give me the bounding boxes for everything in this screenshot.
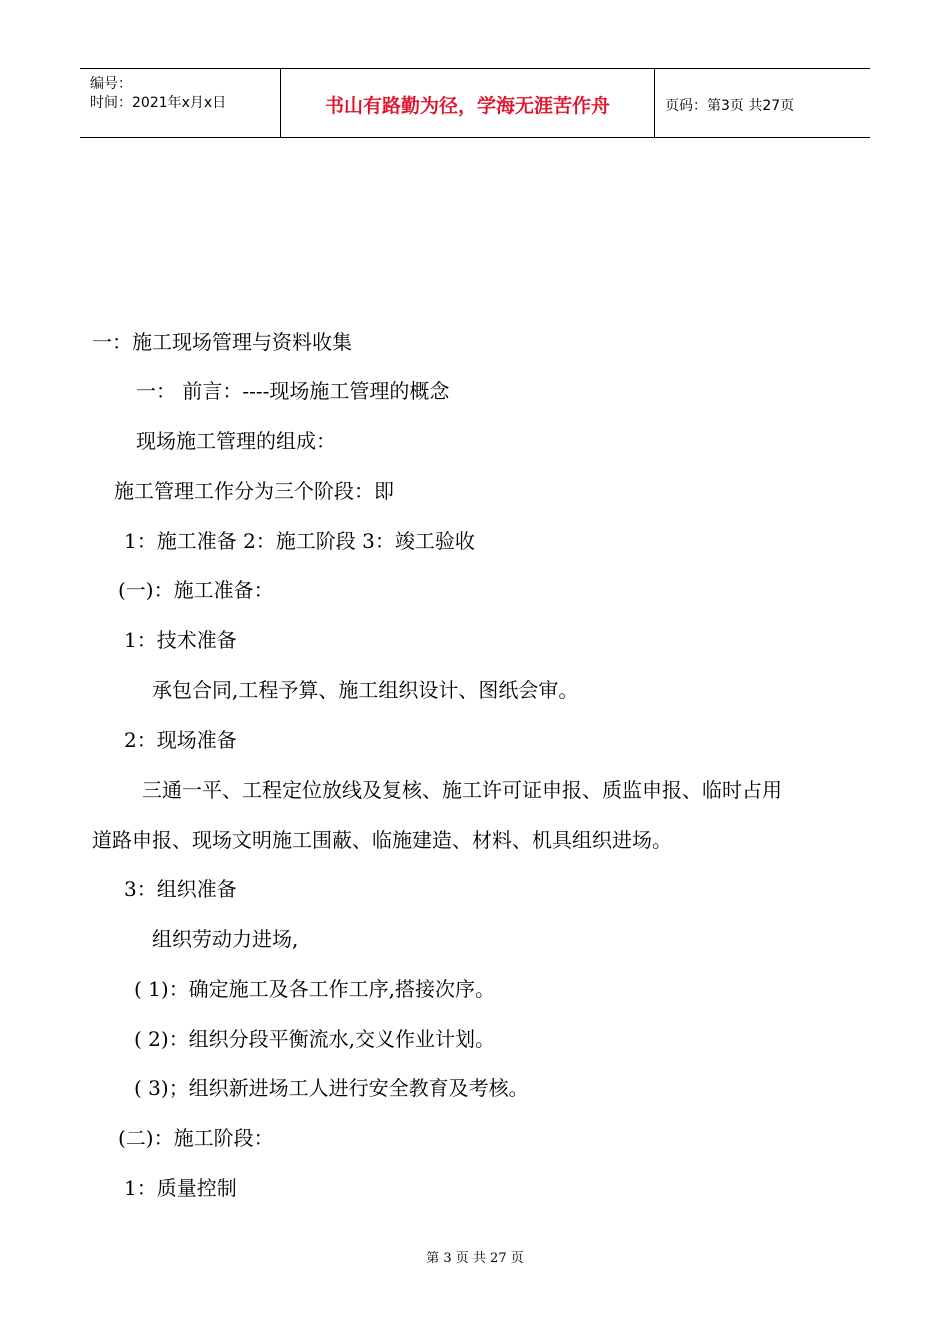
item-heading: 3：组织准备 [124,877,237,901]
header-page-number: 页码：第3页 共27页 [665,98,795,114]
header-motto-cell [280,69,655,137]
preface-heading: 一： 前言：----现场施工管理的概念 [136,379,450,403]
header-left-cell [80,69,280,137]
list-item: ( 2)：组织分段平衡流水,交义作业计划。 [134,1027,496,1051]
list-item: ( 1)：确定施工及各工作工序,搭接次序。 [134,977,496,1001]
header-right-cell [655,69,870,137]
stage-list-line: 1：施工准备 2：施工阶段 3：竣工验收 [124,529,475,553]
body-line: 承包合同,工程予算、施工组织设计、图纸会审。 [152,678,579,702]
body-line: 组织劳动力进场, [152,927,299,951]
section-heading: 一：施工现场管理与资料收集 [92,330,352,354]
page-header [80,68,870,138]
body-line: 施工管理工作分为三个阶段：即 [114,479,394,503]
document-date-label: 时间：2021年x月x日 [90,95,227,111]
item-heading: 1：技术准备 [124,628,237,652]
item-heading: 1：质量控制 [124,1176,237,1200]
subsection-heading: (二)：施工阶段： [118,1126,274,1150]
document-number-label: 编号： [90,76,132,92]
body-line: 道路申报、现场文明施工围蔽、临施建造、材料、机具组织进场。 [92,828,672,852]
body-line: 三通一平、工程定位放线及复核、施工许可证申报、质监申报、临时占用 [142,778,782,802]
header-motto: 书山有路勤为径，学海无涯苦作舟 [324,95,610,117]
body-line: 现场施工管理的组成： [136,429,336,453]
subsection-heading: (一)：施工准备： [118,578,274,602]
list-item: ( 3)；组织新进场工人进行安全教育及考核。 [134,1076,529,1100]
item-heading: 2：现场准备 [124,728,237,752]
page-footer: 第 3 页 共 27 页 [426,1251,524,1266]
